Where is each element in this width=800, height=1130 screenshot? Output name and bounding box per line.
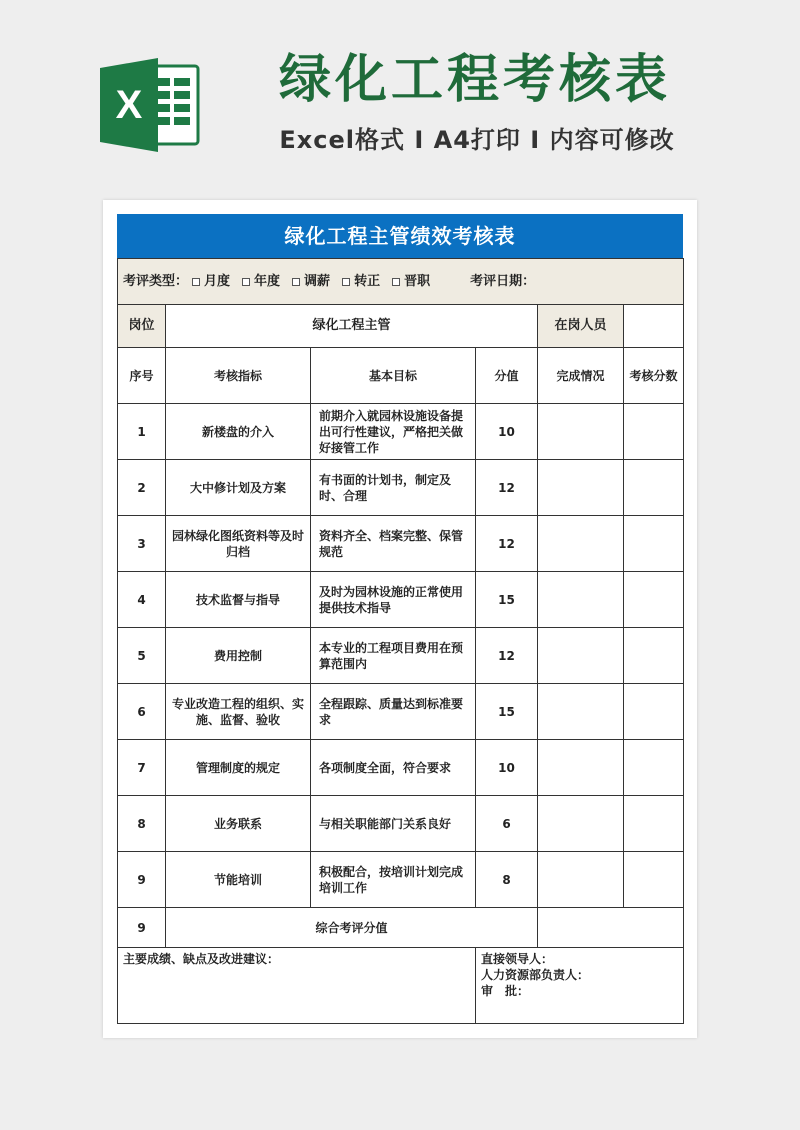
form-title: 绿化工程主管绩效考核表 [117,214,683,258]
row-index: 8 [118,796,166,852]
table-row [118,740,684,796]
position-label: 岗位 [118,305,166,348]
table-row [118,572,684,628]
comments-row [118,948,684,1024]
signature-approval: 审 批： [481,984,530,998]
signature-hr-head: 人力资源部负责人： [481,968,590,982]
row-result-cell[interactable] [624,740,684,796]
header-score: 分值 [476,348,538,404]
row-result-cell[interactable] [624,516,684,572]
checkbox-icon[interactable] [392,278,400,286]
row-indicator: 园林绿化图纸资料等及时归档 [166,516,311,572]
row-completion-cell[interactable] [538,572,624,628]
row-indicator: 技术监督与指导 [166,572,311,628]
row-score: 12 [476,628,538,684]
document-sheet [103,200,697,1038]
row-index: 9 [118,852,166,908]
summary-index: 9 [118,908,166,948]
row-result-cell[interactable] [624,404,684,460]
row-completion-cell[interactable] [538,628,624,684]
evaluation-type-label: 考评类型： [123,273,189,289]
row-index: 3 [118,516,166,572]
row-goal: 各项制度全面，符合要求 [311,740,476,796]
evaluation-date-label: 考评日期： [470,273,536,289]
row-result-cell[interactable] [624,684,684,740]
incumbent-value[interactable] [624,305,684,348]
row-goal: 与相关职能部门关系良好 [311,796,476,852]
row-indicator: 管理制度的规定 [166,740,311,796]
table-row [118,796,684,852]
row-score: 6 [476,796,538,852]
row-index: 1 [118,404,166,460]
row-indicator: 业务联系 [166,796,311,852]
row-goal: 本专业的工程项目费用在预算范围内 [311,628,476,684]
summary-row [118,908,684,948]
table-row [118,852,684,908]
row-result-cell[interactable] [624,460,684,516]
table-header-row [118,348,684,404]
logo-letter: X [115,83,143,127]
row-index: 4 [118,572,166,628]
evaluation-form [117,214,683,1024]
type-option-promotion[interactable]: 晋职 [392,274,430,290]
type-option-regular[interactable]: 转正 [342,274,380,290]
row-completion-cell[interactable] [538,740,624,796]
table-row [118,404,684,460]
row-completion-cell[interactable] [538,460,624,516]
header-completion: 完成情况 [538,348,624,404]
row-indicator: 大中修计划及方案 [166,460,311,516]
type-option-annual[interactable]: 年度 [242,274,280,290]
row-goal: 全程跟踪、质量达到标准要求 [311,684,476,740]
header-goal: 基本目标 [311,348,476,404]
table-row [118,684,684,740]
comments-label: 主要成绩、缺点及改进建议： [123,952,280,966]
row-score: 12 [476,460,538,516]
table-row [118,516,684,572]
row-completion-cell[interactable] [538,684,624,740]
table-row [118,628,684,684]
checkbox-icon[interactable] [342,278,350,286]
row-score: 15 [476,572,538,628]
row-goal: 资料齐全、档案完整、保管规范 [311,516,476,572]
header-result: 考核分数 [624,348,684,404]
row-result-cell[interactable] [624,628,684,684]
row-indicator: 节能培训 [166,852,311,908]
comments-cell[interactable] [118,948,476,1024]
row-score: 15 [476,684,538,740]
signatures-cell[interactable] [476,948,684,1024]
row-indicator: 费用控制 [166,628,311,684]
row-score: 12 [476,516,538,572]
summary-label: 综合考评分值 [166,908,538,948]
row-score: 10 [476,404,538,460]
header-index: 序号 [118,348,166,404]
summary-value-cell[interactable] [538,908,684,948]
row-result-cell[interactable] [624,796,684,852]
checkbox-icon[interactable] [192,278,200,286]
evaluation-table [117,258,684,1024]
row-index: 5 [118,628,166,684]
excel-logo-icon [100,58,200,152]
type-option-monthly[interactable]: 月度 [192,274,230,290]
row-completion-cell[interactable] [538,852,624,908]
row-score: 8 [476,852,538,908]
row-index: 6 [118,684,166,740]
row-goal: 积极配合，按培训计划完成培训工作 [311,852,476,908]
signature-direct-leader: 直接领导人： [481,952,554,966]
header-indicator: 考核指标 [166,348,311,404]
row-indicator: 专业改造工程的组织、实施、监督、验收 [166,684,311,740]
checkbox-icon[interactable] [242,278,250,286]
row-goal: 前期介入就园林设施设备提出可行性建议，严格把关做好接管工作 [311,404,476,460]
row-goal: 有书面的计划书，制定及时、合理 [311,460,476,516]
incumbent-label: 在岗人员 [538,305,624,348]
row-completion-cell[interactable] [538,516,624,572]
type-option-salary[interactable]: 调薪 [292,274,330,290]
row-goal: 及时为园林设施的正常使用提供技术指导 [311,572,476,628]
page-title: 绿化工程考核表 [278,50,671,110]
position-row [118,305,684,348]
row-indicator: 新楼盘的介入 [166,404,311,460]
row-index: 7 [118,740,166,796]
row-completion-cell[interactable] [538,404,624,460]
evaluation-type-row [118,259,684,305]
row-score: 10 [476,740,538,796]
table-row [118,460,684,516]
position-value[interactable]: 绿化工程主管 [166,305,538,348]
row-completion-cell[interactable] [538,796,624,852]
row-index: 2 [118,460,166,516]
row-result-cell[interactable] [624,852,684,908]
row-result-cell[interactable] [624,572,684,628]
page-subtitle: Excel格式 I A4打印 I 内容可修改 [279,126,675,154]
checkbox-icon[interactable] [292,278,300,286]
